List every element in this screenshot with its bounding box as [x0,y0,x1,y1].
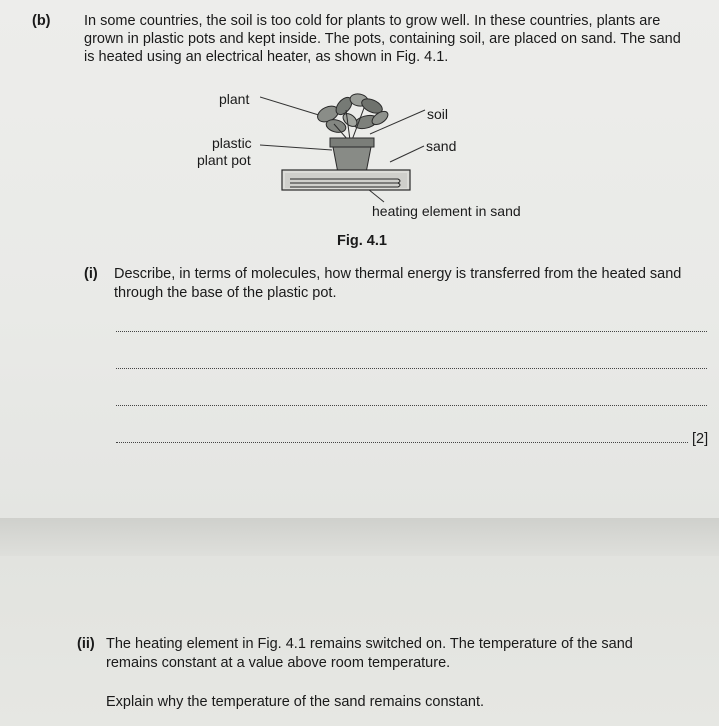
part-ii-line-2: remains constant at a value above room temperature. [106,655,451,671]
plastic-pot [330,138,374,173]
label-heating-element: heating element in sand [372,203,521,219]
question-b-line-2: grown in plastic pots and kept inside. The pots, containing soil, are placed on sand. The sand [84,31,681,47]
part-i-line-2: through the base of the plastic pot. [114,285,337,301]
plant-pot-diagram [260,84,460,208]
label-soil: soil [427,106,449,122]
answer-line-4[interactable] [116,442,688,443]
question-b-label: (b) [32,13,51,29]
figure-caption: Fig. 4.1 [337,233,387,249]
plant-leaves [315,93,390,140]
label-plastic: plastic [212,135,252,151]
answer-line-3[interactable] [116,405,707,406]
leader-plant [260,97,322,116]
part-ii-label: (ii) [77,636,95,652]
label-sand: sand [426,138,457,154]
label-plant-pot: plant pot [197,152,251,168]
answer-line-2[interactable] [116,368,707,369]
label-plant: plant [219,91,250,107]
page-fold-shadow [0,518,719,556]
part-i-line-1: Describe, in terms of molecules, how thermal energy is transferred from the heated sand [114,266,682,282]
part-ii-instruction: Explain why the temperature of the sand remains constant. [106,694,485,710]
question-b-line-1: In some countries, the soil is too cold for plants to grow well. In these countries, plants are [84,13,661,29]
leader-pot [260,145,332,150]
part-ii-line-1: The heating element in Fig. 4.1 remains switched on. The temperature of the sand [106,636,633,652]
marks-badge: [2] [692,431,709,447]
question-b-line-3: is heated using an electrical heater, as shown in Fig. 4.1. [84,49,449,65]
part-i-label: (i) [84,266,98,282]
answer-line-1[interactable] [116,331,707,332]
leader-sand [390,146,424,162]
